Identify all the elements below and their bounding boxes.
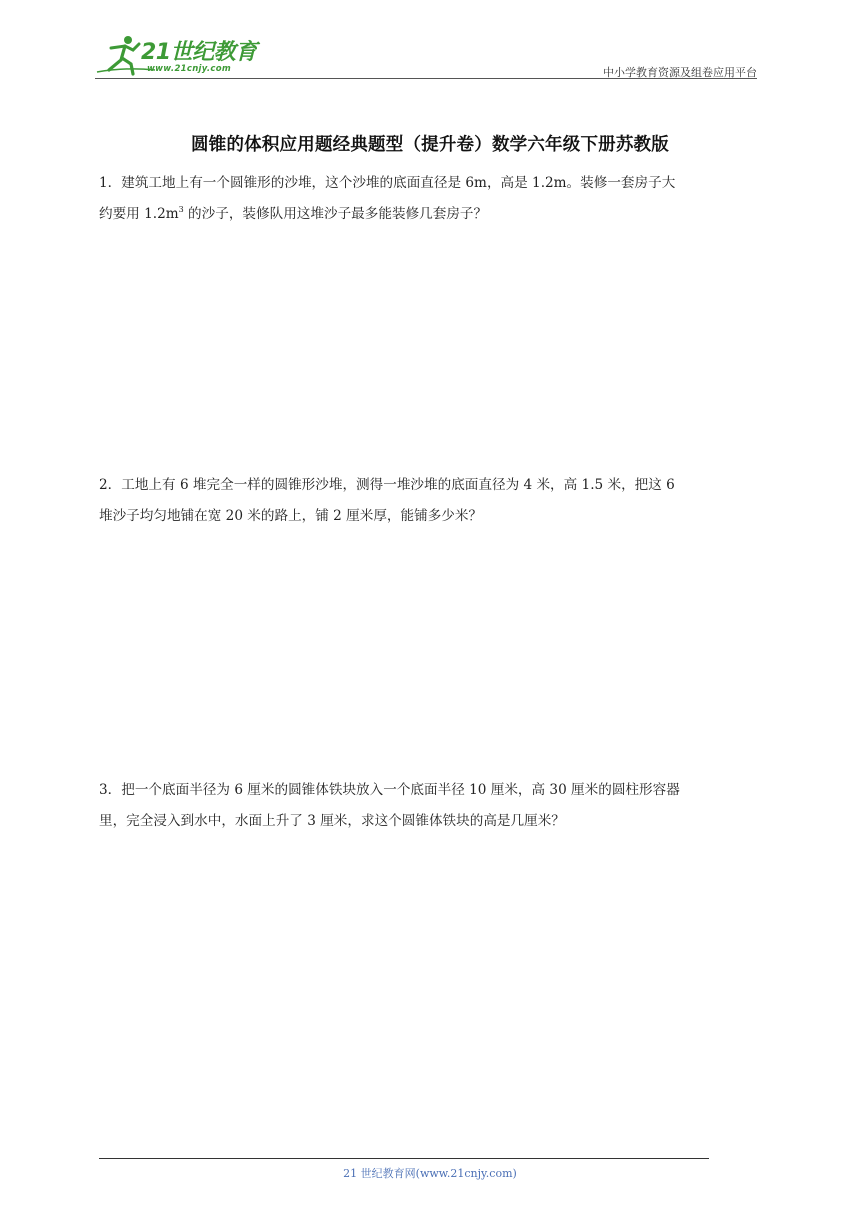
- footer-divider: [99, 1158, 709, 1159]
- question-3-line-1: 3．把一个底面半径为 6 厘米的圆锥体铁块放入一个底面半径 10 厘米，高 30 厘米的圆柱形容器: [99, 782, 680, 798]
- question-2: [99, 470, 761, 532]
- question-1-line-1: 1．建筑工地上有一个圆锥形的沙堆，这个沙堆的底面直径是 6m，高是 1.2m。装修一套房子大: [99, 175, 676, 191]
- cube-superscript: 3: [178, 205, 184, 214]
- header-divider: [95, 78, 757, 79]
- question-1: [99, 168, 761, 230]
- logo-text: 21世纪教育: [141, 40, 257, 65]
- footer-link[interactable]: 21 世纪教育网(www.21cnjy.com): [343, 1167, 517, 1180]
- platform-label: 中小学教育资源及组卷应用平台: [603, 66, 757, 79]
- question-1-line-2-start: 约要用 1.2m: [99, 206, 179, 222]
- question-3-line-2: 里，完全浸入到水中，水面上升了 3 厘米，求这个圆锥体铁块的高是几厘米？: [99, 813, 565, 829]
- question-2-line-1: 2．工地上有 6 堆完全一样的圆锥形沙堆，测得一堆沙堆的底面直径为 4 米，高 1.5 米，把这 6: [99, 477, 675, 493]
- page-title: 圆锥的体积应用题经典题型（提升卷）数学六年级下册苏教版: [191, 135, 669, 155]
- question-1-line-2: [99, 199, 761, 230]
- question-1-line-2-end: 的沙子，装修队用这堆沙子最多能装修几套房子？: [183, 206, 488, 222]
- logo: [95, 34, 265, 76]
- question-3: [99, 775, 761, 837]
- page-header: [95, 30, 757, 80]
- question-2-line-2: 堆沙子均匀地铺在宽 20 米的路上，铺 2 厘米厚，能铺多少米？: [99, 508, 483, 524]
- logo-url: www.21cnjy.com: [147, 64, 231, 74]
